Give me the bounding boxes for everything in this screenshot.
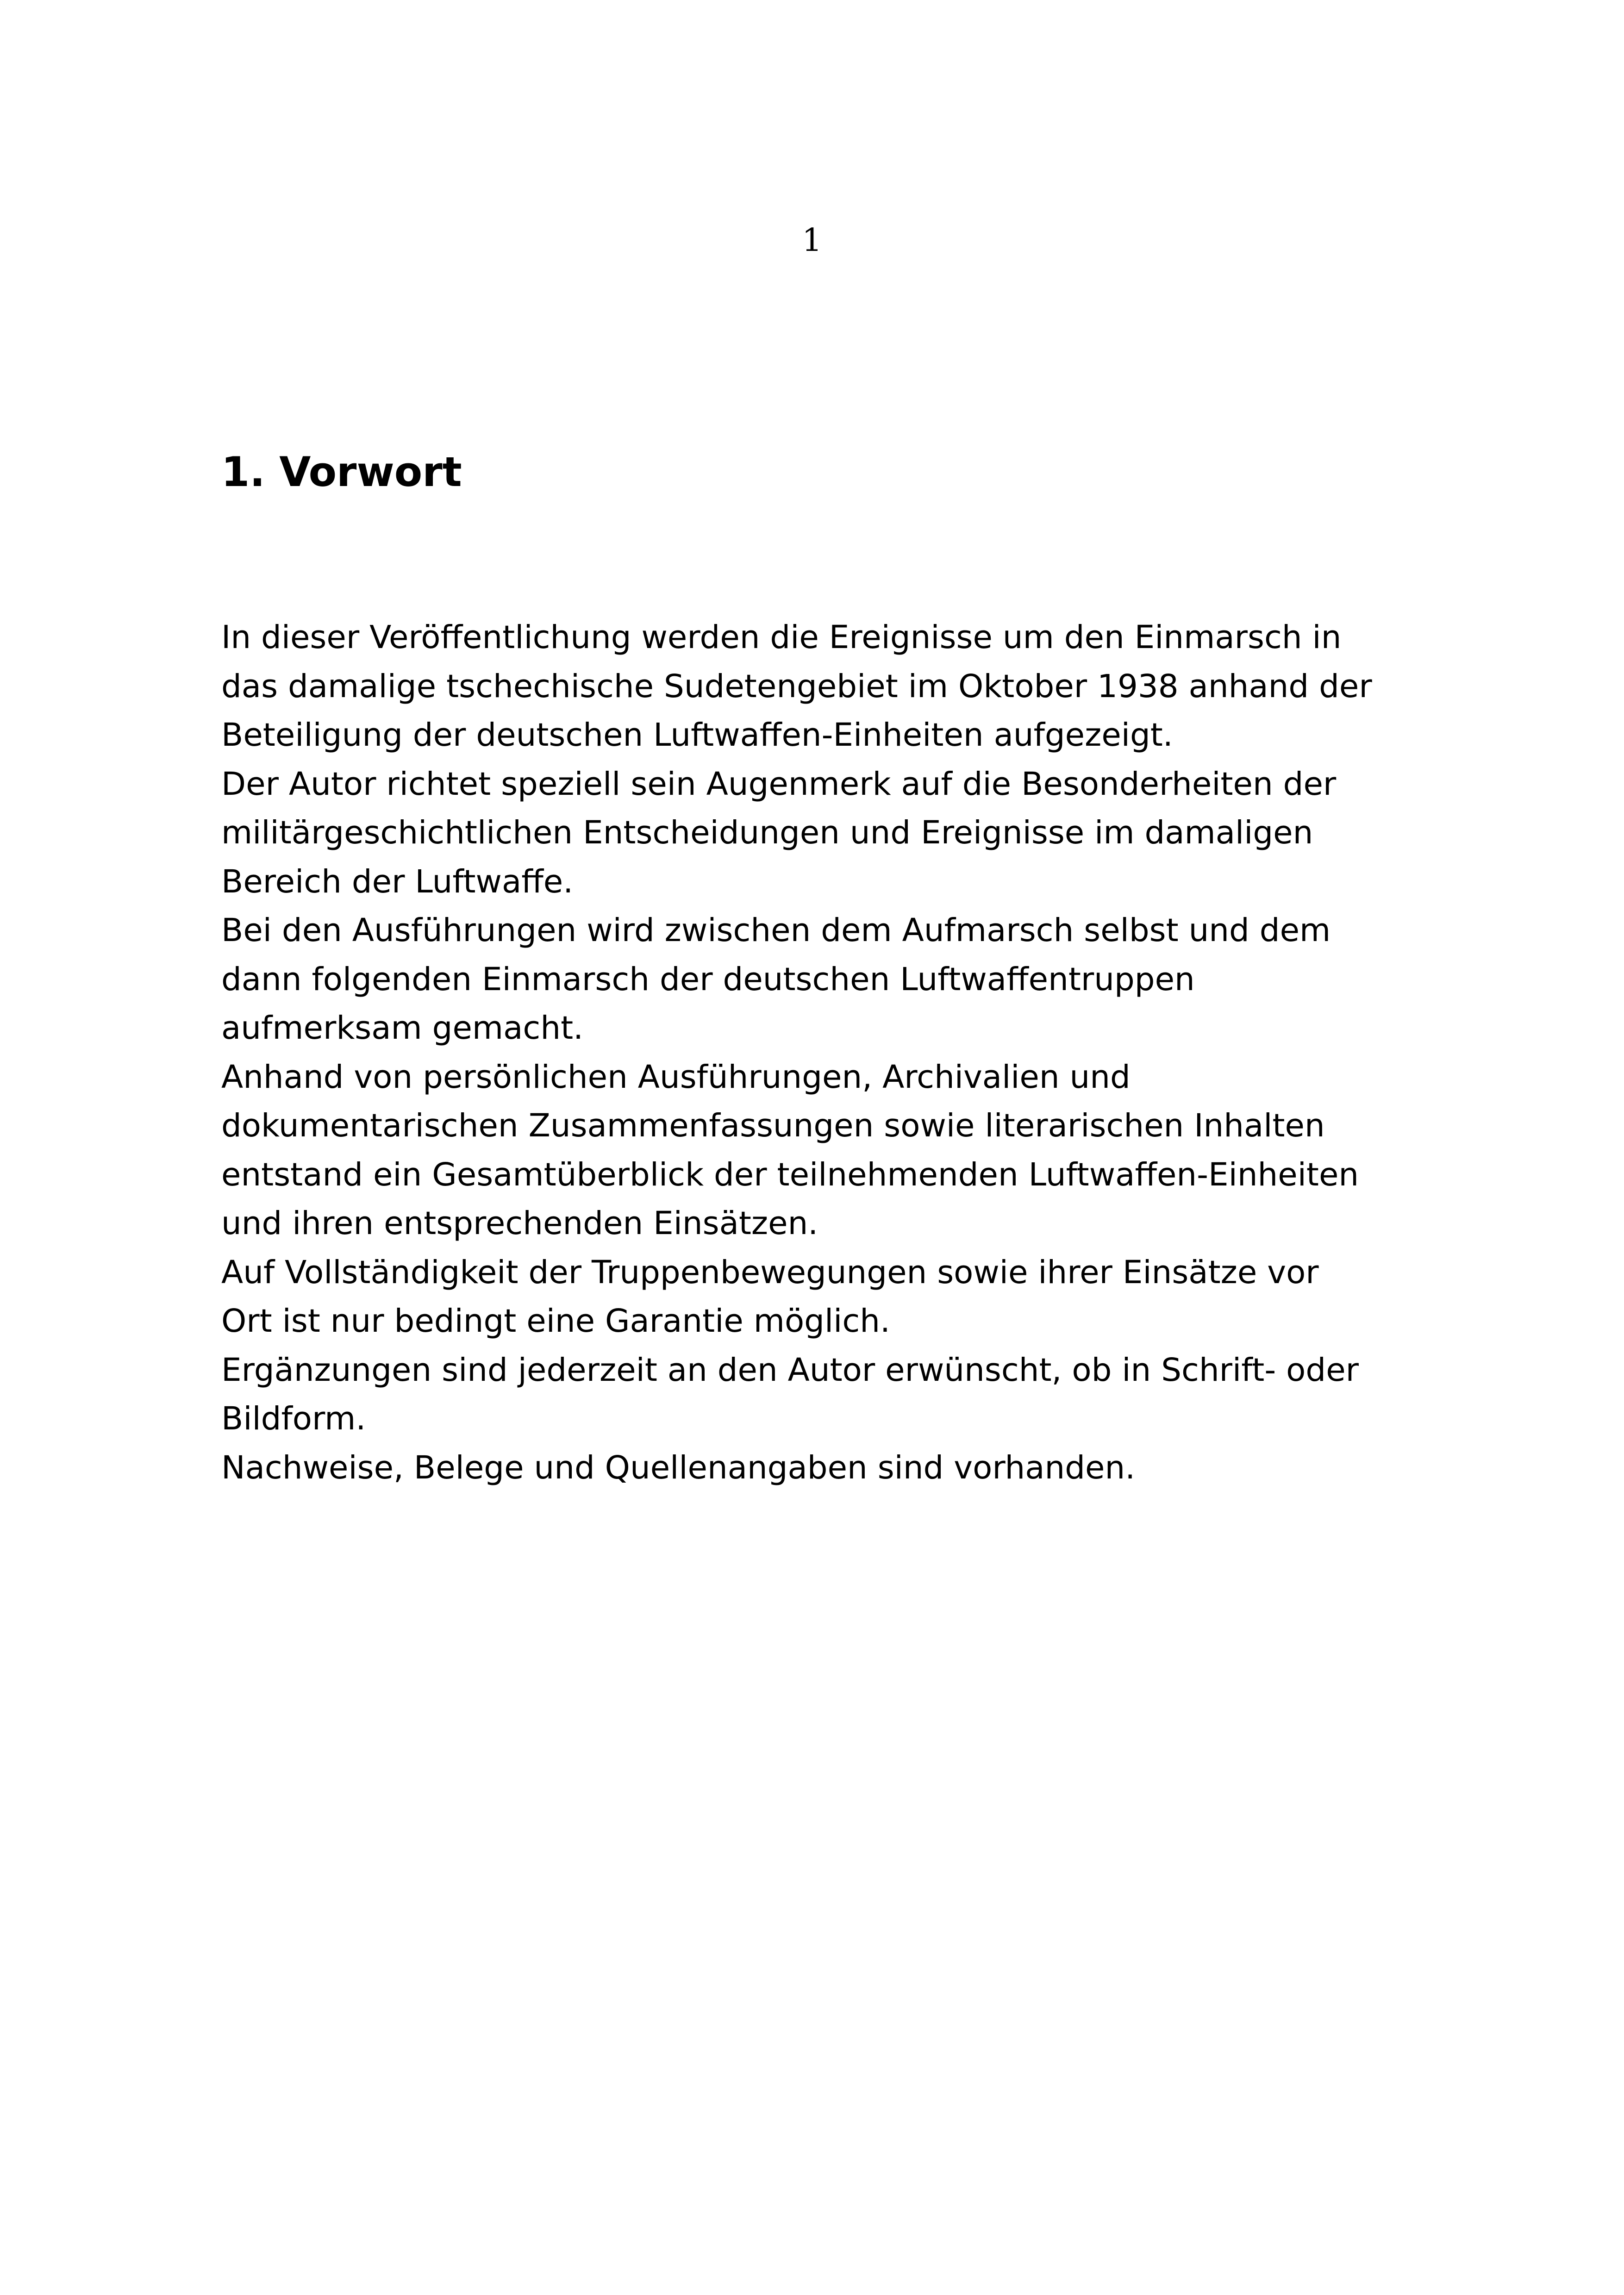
text-line: Ergänzungen sind jederzeit an den Autor erwünscht, ob in Schrift- oder: [221, 1351, 1359, 1389]
text-line: und ihren entsprechenden Einsätzen.: [221, 1205, 818, 1242]
text-line: dokumentarischen Zusammenfassungen sowie literarischen Inhalten: [221, 1107, 1325, 1144]
text-line: Anhand von persönlichen Ausführungen, Archivalien und: [221, 1058, 1131, 1096]
text-line: Bildform.: [221, 1400, 366, 1437]
text-line: entstand ein Gesamtüberblick der teilnehmenden Luftwaffen-Einheiten: [221, 1156, 1359, 1193]
text-line: Der Autor richtet speziell sein Augenmerk auf die Besonderheiten der: [221, 765, 1337, 803]
text-line: In dieser Veröffentlichung werden die Ereignisse um den Einmarsch in: [221, 619, 1342, 656]
text-line: Bereich der Luftwaffe.: [221, 863, 574, 900]
text-line: dann folgenden Einmarsch der deutschen Luftwaffentruppen: [221, 960, 1195, 998]
section-heading: 1. Vorwort: [221, 448, 462, 496]
text-line: Auf Vollständigkeit der Truppenbewegungen sowie ihrer Einsätze vor: [221, 1254, 1319, 1291]
page-number: 1: [802, 222, 822, 259]
text-line: Beteiligung der deutschen Luftwaffen-Einheiten aufgezeigt.: [221, 717, 1173, 754]
text-line: Ort ist nur bedingt eine Garantie möglich.: [221, 1303, 890, 1340]
text-line: das damalige tschechische Sudetengebiet im Oktober 1938 anhand der: [221, 667, 1372, 705]
foreword-text: [221, 613, 1425, 1492]
text-line: militärgeschichtlichen Entscheidungen und Ereignisse im damaligen: [221, 814, 1313, 851]
text-line: aufmerksam gemacht.: [221, 1010, 584, 1047]
text-line: Nachweise, Belege und Quellenangaben sind vorhanden.: [221, 1449, 1136, 1486]
text-line: Bei den Ausführungen wird zwischen dem Aufmarsch selbst und dem: [221, 912, 1331, 949]
